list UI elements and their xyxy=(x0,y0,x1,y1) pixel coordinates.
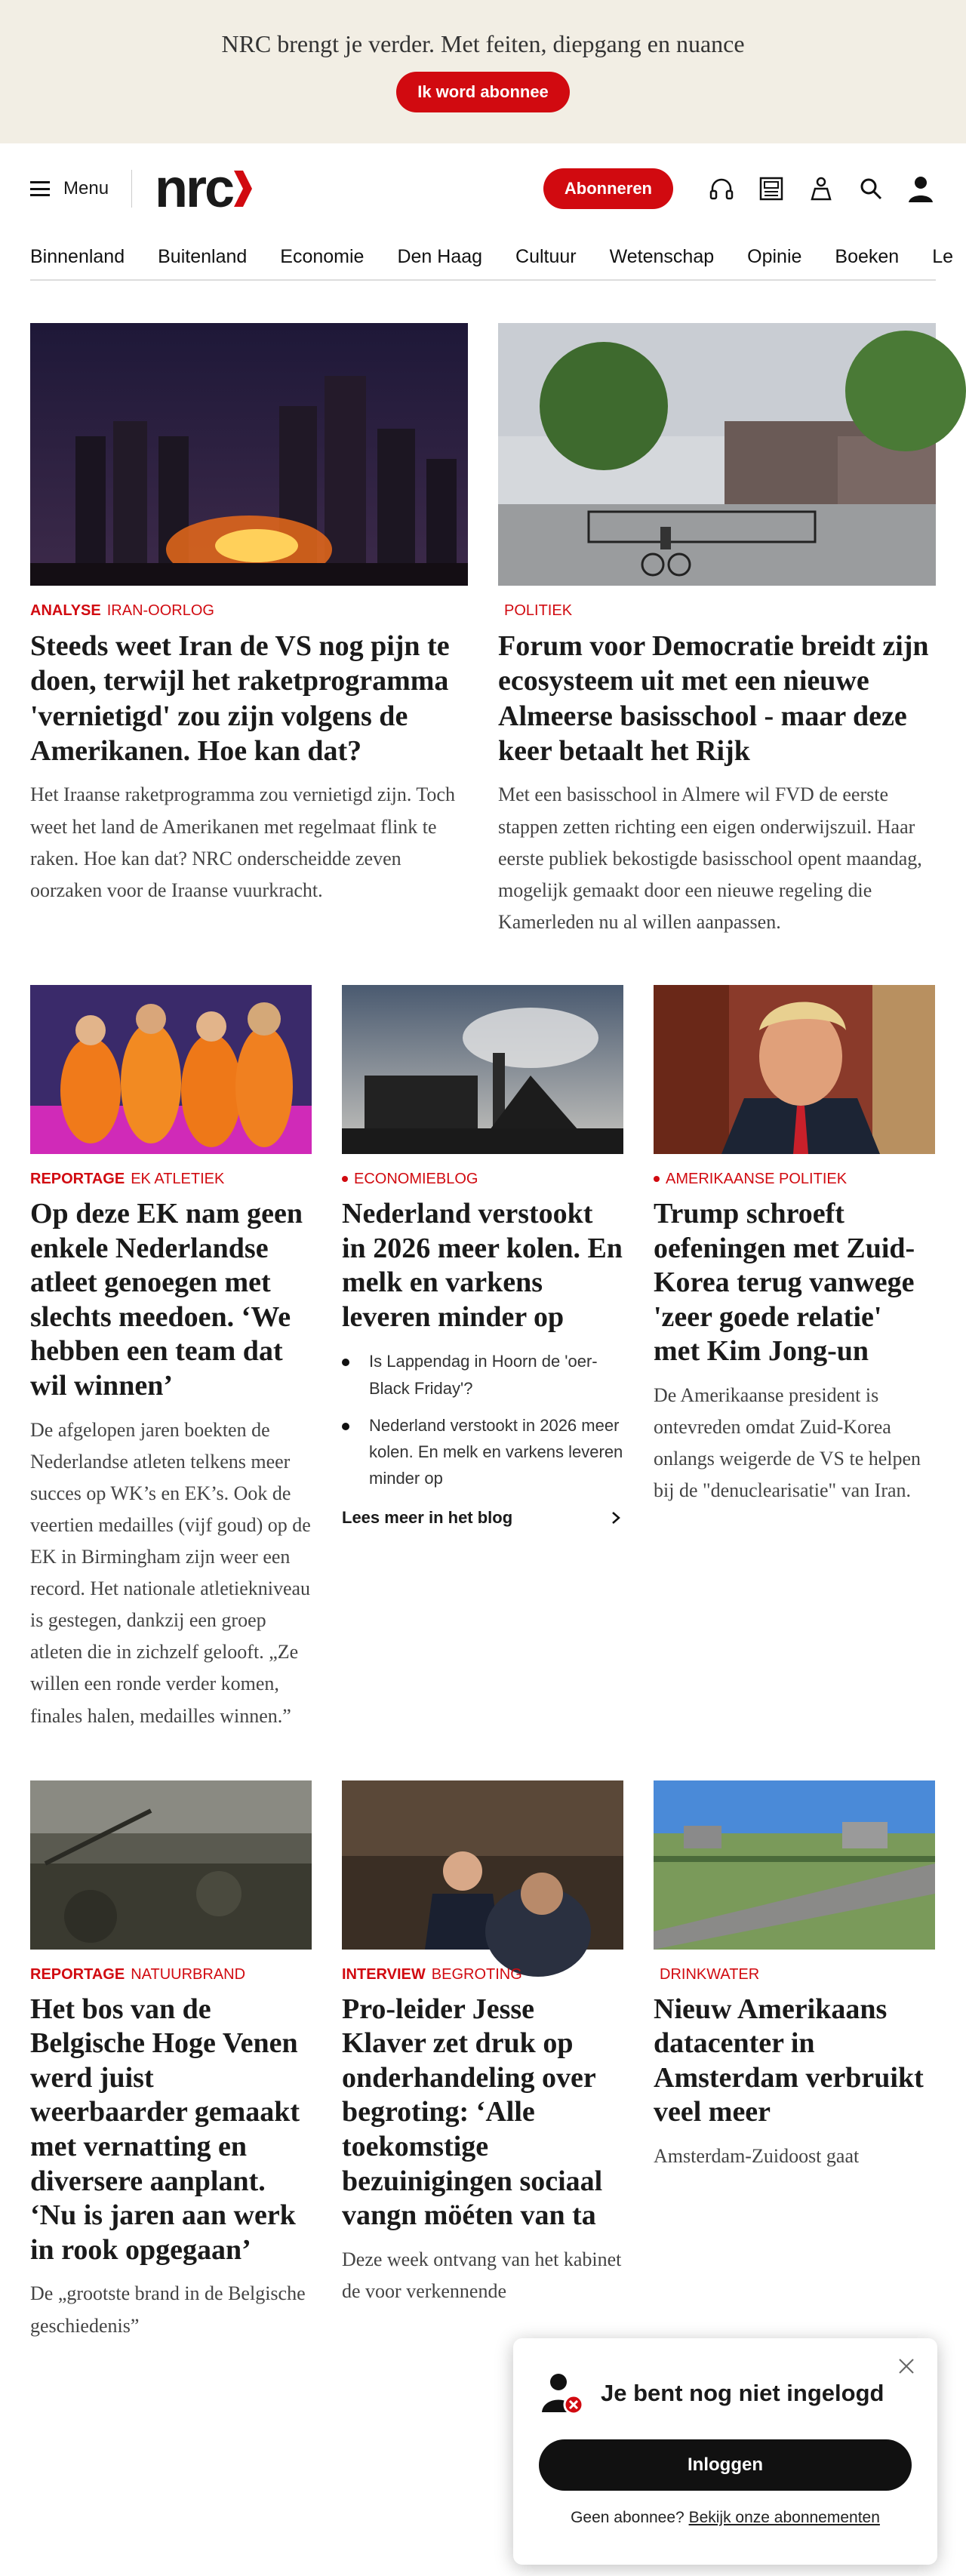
article-title[interactable]: Steeds weet Iran de VS nog pijn te doen, terwijl het raketprogramma 'vernietigd' zou zijn volgens de Amerikanen. Hoe kan dat? xyxy=(30,630,450,768)
top-articles xyxy=(0,323,966,938)
logo-chevron-icon xyxy=(232,169,254,208)
article-image-burned-forest xyxy=(30,1780,312,1950)
nav-item-binnenland[interactable]: Binnenland xyxy=(30,245,125,267)
login-popup xyxy=(513,2338,937,2565)
blog-update-item[interactable]: Is Lappendag in Hoorn de 'oer-Black Friday'? xyxy=(342,1348,623,1401)
close-icon[interactable] xyxy=(895,2355,918,2377)
read-more-blog-link[interactable] xyxy=(342,1508,623,1528)
article-lead: Amsterdam-Zuidoost gaat xyxy=(654,2145,860,2168)
article-image-school-street xyxy=(498,323,936,586)
chevron-right-icon xyxy=(608,1510,623,1525)
article-title[interactable]: Nederland verstookt in 2026 meer kolen. En melk en varkens leveren minder op xyxy=(342,1197,623,1333)
account-icon[interactable] xyxy=(906,174,936,204)
become-subscriber-button[interactable]: Ik word abonnee xyxy=(396,72,570,112)
logo-text: nrc xyxy=(155,158,233,219)
nav-item-den-haag[interactable]: Den Haag xyxy=(397,245,483,267)
article-card[interactable] xyxy=(342,1780,623,2342)
article-lead: De „grootste brand in de Belgische geschiedenis” xyxy=(30,2282,306,2337)
view-subscriptions-link[interactable]: Bekijk onze abonnementen xyxy=(688,2509,880,2526)
article-image-klaver xyxy=(342,1780,623,1950)
article-image-trump xyxy=(654,985,935,1154)
article-title[interactable]: Nieuw Amerikaans datacenter in Amsterdam verbruikt veel meer xyxy=(654,1993,924,2128)
nav-item-boeken[interactable]: Boeken xyxy=(835,245,900,267)
subscribe-button[interactable]: Abonneren xyxy=(543,168,673,209)
article-card[interactable] xyxy=(654,1780,935,2342)
article-label: INTERVIEW BEGROTING xyxy=(342,1965,522,1983)
article-card[interactable] xyxy=(654,985,935,1732)
article-lead: Deze week ontvang van het kabinet de voor verkennende xyxy=(342,2248,622,2302)
blog-updates xyxy=(342,1348,623,1491)
reader-icon[interactable] xyxy=(806,174,836,204)
article-image-fire-city xyxy=(30,323,468,586)
header-divider xyxy=(131,170,132,208)
article-label: AMERIKAANSE POLITIEK xyxy=(654,1171,935,1188)
article-label: REPORTAGE NATUURBRAND xyxy=(30,1965,246,1983)
nav-item-opinie[interactable]: Opinie xyxy=(747,245,802,267)
article-image-power-plant xyxy=(342,985,623,1154)
nrc-logo[interactable] xyxy=(155,158,254,219)
article-lead: Het Iraanse raketprogramma zou vernietigd zijn. Toch weet het land de Amerikanen met regelmaat flink te raken. Hoe kan dat? NRC onderscheidde zeven oorzaken voor de Iraanse vuurkracht. xyxy=(30,783,455,901)
popup-footer xyxy=(539,2509,912,2527)
article-card[interactable] xyxy=(30,1780,312,2342)
promo-text: NRC brengt je verder. Met feiten, diepgang en nuance xyxy=(221,30,745,57)
blog-update-item[interactable]: Nederland verstookt in 2026 meer kolen. En melk en varkens leveren minder op xyxy=(342,1412,623,1492)
newspaper-icon[interactable] xyxy=(756,174,786,204)
bottom-articles xyxy=(0,1780,966,2342)
article-title[interactable]: Het bos van de Belgische Hoge Venen werd juist weerbaarder gemaakt met vernatting en diversere aanplant. ‘Nu is jaren aan werk in rook opgegaan’ xyxy=(30,1993,300,2266)
nav-item-wetenschap[interactable]: Wetenschap xyxy=(609,245,715,267)
article-label: POLITIEK xyxy=(504,602,573,619)
article-card[interactable] xyxy=(30,323,468,938)
headphones-icon[interactable] xyxy=(706,174,737,204)
menu-label: Menu xyxy=(63,178,109,199)
article-title[interactable]: Op deze EK nam geen enkele Nederlandse atleet genoegen met slechts meedoen. ‘We hebben een team dat wil winnen’ xyxy=(30,1197,303,1402)
article-lead: Met een basisschool in Almere wil FVD de eerste stappen zetten richting een eigen onderwijszuil. Haar eerste publiek bekostigde basisschool opent maandag, mogelijk gemaakt door een nieuwe regeling die Kamerleden nu al willen aanpassen. xyxy=(498,783,922,933)
article-image-datacenter-aerial xyxy=(654,1780,935,1950)
hamburger-icon xyxy=(30,181,50,196)
article-card[interactable] xyxy=(498,323,936,938)
promo-banner xyxy=(0,0,966,143)
read-more-label: Lees meer in het blog xyxy=(342,1508,513,1528)
live-dot-icon xyxy=(342,1176,348,1182)
site-header xyxy=(0,143,966,234)
article-title[interactable]: Forum voor Democratie breidt zijn ecosysteem uit met een nieuwe Almeerse basisschool - maar deze keer betaalt het Rijk xyxy=(498,630,929,768)
nav-item-cultuur[interactable]: Cultuur xyxy=(515,245,577,267)
mid-articles xyxy=(0,985,966,1732)
article-lead: De afgelopen jaren boekten de Nederlandse atleten telkens meer succes op WK’s en EK’s. Ook de veertien medailles (vijf goud) op de EK in Birmingham zijn weer een record. Het nationale atletiekniveau is gestegen, dankzij een groep atleten die in zichzelf gelooft. „Ze willen een ronde verder komen, finales halen, medailles winnen.” xyxy=(30,1418,311,1727)
menu-button[interactable] xyxy=(30,178,109,199)
nav-item-buitenland[interactable]: Buitenland xyxy=(158,245,248,267)
article-lead: De Amerikaanse president is ontevreden omdat Zuid-Korea onlangs weigerde de VS te helpen bij de "denuclearisatie" van Iran. xyxy=(654,1383,921,1502)
login-button[interactable]: Inloggen xyxy=(539,2439,912,2491)
article-label: REPORTAGE EK ATLETIEK xyxy=(30,1170,225,1187)
article-title[interactable]: Pro-leider Jesse Klaver zet druk op onderhandeling over begroting: ‘Alle toekomstige bezuinigingen sociaal vangn möéten van ta xyxy=(342,1993,603,2232)
nav-item-economie[interactable]: Economie xyxy=(280,245,365,267)
article-label: ECONOMIEBLOG xyxy=(342,1171,623,1188)
article-label: ANALYSE IRAN-OORLOG xyxy=(30,602,214,619)
header-actions xyxy=(543,168,936,209)
section-nav xyxy=(30,234,954,281)
search-icon[interactable] xyxy=(856,174,886,204)
article-title[interactable]: Trump schroeft oefeningen met Zuid-Korea terug vanwege 'zeer goede relatie' met Kim Jong-un xyxy=(654,1197,915,1368)
live-dot-icon xyxy=(654,1176,660,1182)
no-subscriber-text: Geen abonnee? xyxy=(571,2509,685,2526)
logged-out-user-icon xyxy=(539,2370,586,2417)
nav-item-le[interactable]: Le xyxy=(932,245,954,267)
blog-card[interactable] xyxy=(342,985,623,1732)
article-card[interactable] xyxy=(30,985,312,1732)
popup-title: Je bent nog niet ingelogd xyxy=(601,2380,884,2406)
article-label: DRINKWATER xyxy=(660,1965,760,1983)
article-image-athletes xyxy=(30,985,312,1154)
